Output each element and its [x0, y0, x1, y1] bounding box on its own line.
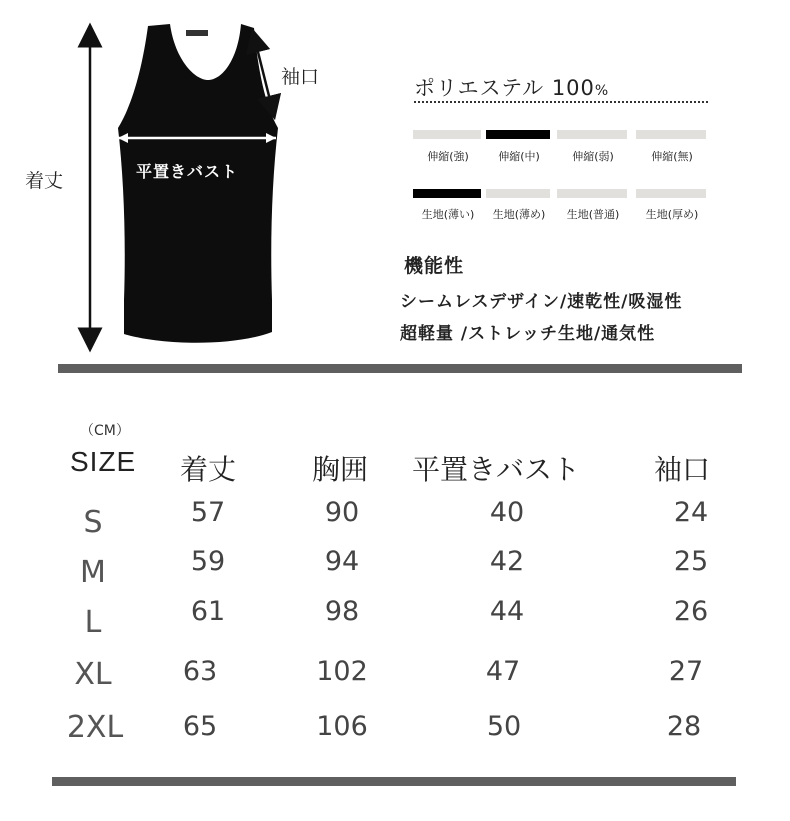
cell-2xl-length: 65: [182, 711, 218, 742]
material-percent-sign: %: [594, 83, 610, 99]
length-label: 着丈: [25, 170, 64, 192]
cell-s-chest: 90: [324, 497, 360, 528]
cell-s-bust: 40: [489, 497, 525, 528]
thickness-label-thinnish: 生地(薄め): [492, 208, 546, 221]
material-title: [414, 72, 609, 102]
cell-l-bust: 44: [489, 596, 525, 627]
tank-top-shape: [118, 24, 278, 343]
row-size-2xl: 2XL: [66, 710, 124, 745]
stretch-bar-strong: [413, 130, 481, 139]
cell-l-chest: 98: [324, 596, 360, 627]
stretch-bar-none: [636, 130, 706, 139]
cell-xl-bust: 47: [485, 656, 521, 687]
stretch-bar-medium: [486, 130, 550, 139]
header-armhole: 袖口: [654, 453, 711, 486]
cell-2xl-armhole: 28: [666, 711, 702, 742]
features-line-1: シームレスデザイン/速乾性/吸湿性: [400, 292, 683, 312]
thickness-bar-thick: [636, 189, 706, 198]
stretch-label-medium: 伸縮(中): [498, 150, 540, 163]
material-divider: [414, 101, 708, 103]
thickness-label-thin: 生地(薄い): [421, 208, 475, 221]
header-length: 着丈: [180, 453, 237, 486]
unit-label: （CM）: [80, 423, 130, 439]
features-line-2: 超軽量 /ストレッチ生地/通気性: [400, 324, 656, 344]
cell-2xl-chest: 106: [316, 711, 368, 742]
cell-l-armhole: 26: [673, 596, 709, 627]
cell-xl-armhole: 27: [668, 656, 704, 687]
row-size-s: S: [83, 505, 103, 540]
thickness-bar-thinnish: [486, 189, 550, 198]
material-percent: 100: [551, 76, 595, 100]
features-title: 機能性: [404, 255, 465, 277]
bottom-separator: [52, 777, 736, 786]
thickness-label-normal: 生地(普通): [566, 208, 620, 221]
chest-label: 平置きバスト: [136, 162, 239, 181]
thickness-bar-thin: [413, 189, 481, 198]
armhole-label: 袖口: [281, 66, 320, 88]
stretch-label-none: 伸縮(無): [651, 150, 693, 163]
cell-m-chest: 94: [324, 546, 360, 577]
cell-s-length: 57: [190, 497, 226, 528]
thickness-label-thick: 生地(厚め): [645, 208, 699, 221]
cell-m-bust: 42: [489, 546, 525, 577]
top-separator: [58, 364, 742, 373]
stretch-label-weak: 伸縮(弱): [572, 150, 614, 163]
row-size-xl: XL: [74, 657, 112, 692]
thickness-bar-normal: [557, 189, 627, 198]
row-size-m: M: [80, 555, 106, 590]
cell-m-armhole: 25: [673, 546, 709, 577]
cell-xl-chest: 102: [316, 656, 368, 687]
row-size-l: L: [84, 605, 102, 640]
header-size: SIZE: [70, 446, 137, 477]
header-chest: 胸囲: [312, 453, 369, 486]
cell-l-length: 61: [190, 596, 226, 627]
stretch-bar-weak: [557, 130, 627, 139]
cell-s-armhole: 24: [673, 497, 709, 528]
stretch-label-strong: 伸縮(強): [427, 150, 469, 163]
header-flat-bust: 平置きバスト: [412, 453, 581, 486]
material-name: ポリエステル: [414, 76, 545, 100]
cell-2xl-bust: 50: [486, 711, 522, 742]
cell-xl-length: 63: [182, 656, 218, 687]
cell-m-length: 59: [190, 546, 226, 577]
